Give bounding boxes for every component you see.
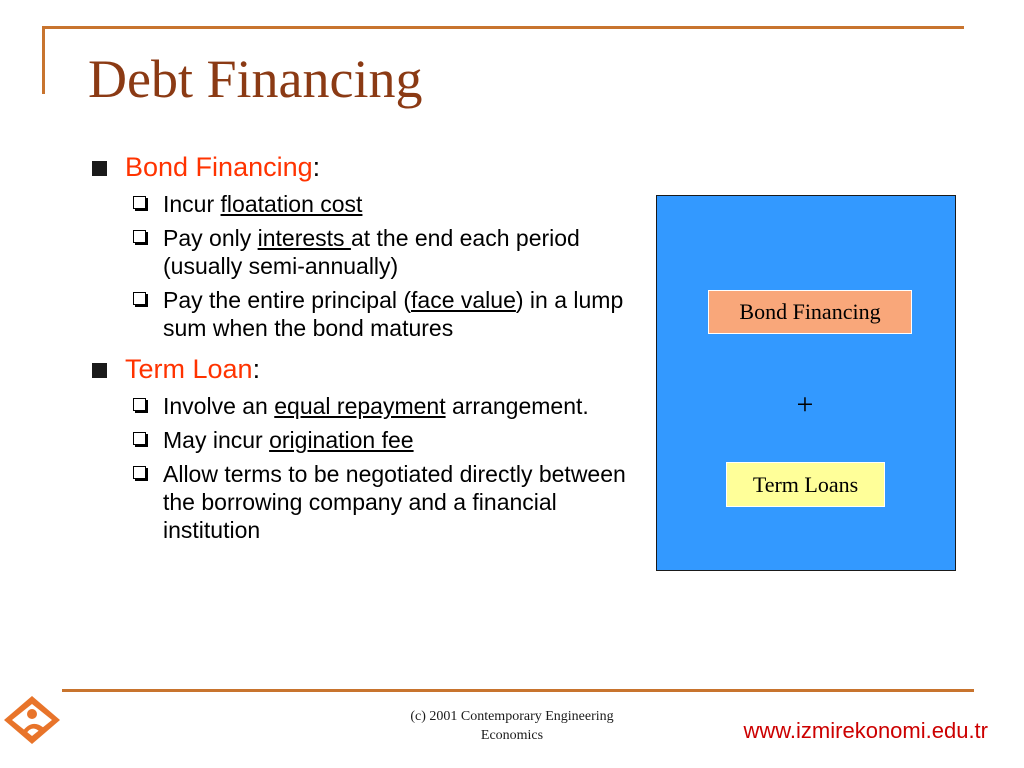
hollow-square-bullet-icon [133, 466, 146, 479]
item-text: Pay only [163, 225, 258, 251]
hollow-square-bullet-icon [133, 292, 146, 305]
list-item [90, 426, 630, 454]
list-item [90, 286, 630, 342]
item-text: May incur [163, 427, 270, 453]
item-text: Involve an [163, 393, 275, 419]
item-text: arrangement. [445, 393, 589, 419]
hollow-square-bullet-icon [133, 432, 146, 445]
plus-sign: + [796, 388, 814, 421]
top-frame-line [42, 26, 964, 29]
section-heading: Bond Financing [125, 152, 313, 182]
section-heading: Term Loan [125, 354, 253, 384]
list-item [90, 224, 630, 280]
item-text: Pay the entire principal ( [163, 287, 412, 313]
list-item [90, 190, 630, 218]
list-item [90, 460, 630, 544]
item-text: Allow terms to be negotiated directly between the borrowing company and a financial institution [163, 461, 626, 543]
section-colon: : [312, 152, 321, 182]
square-bullet-icon [92, 161, 107, 176]
item-link: floatation cost [220, 191, 363, 217]
hollow-square-bullet-icon [133, 398, 146, 411]
section-colon: : [252, 354, 261, 384]
item-text: Incur [163, 191, 221, 217]
copyright-line-1: (c) 2001 Contemporary Engineering [410, 709, 614, 724]
item-link: equal repayment [274, 393, 446, 419]
item-text: at the end each period (usually semi-annually) [163, 225, 580, 279]
item-link: face value [411, 287, 516, 313]
copyright-text [370, 707, 654, 745]
hollow-square-bullet-icon [133, 196, 146, 209]
list-item [90, 392, 630, 420]
item-link: interests [257, 225, 351, 251]
item-link: origination fee [269, 427, 414, 453]
square-bullet-icon [92, 363, 107, 378]
university-logo-icon [0, 692, 64, 748]
copyright-line-2: Economics [480, 728, 544, 743]
slide-title: Debt Financing [88, 49, 423, 109]
section-bond-financing [90, 150, 630, 184]
financing-diagram [656, 195, 956, 571]
section-term-loan [90, 352, 630, 386]
hollow-square-bullet-icon [133, 230, 146, 243]
bond-financing-box: Bond Financing [708, 290, 912, 334]
bullet-content [90, 150, 630, 554]
term-loans-box: Term Loans [726, 462, 885, 507]
item-text: ) in a lump sum when the bond matures [163, 287, 624, 341]
left-frame-line [42, 26, 45, 94]
footer-divider [62, 689, 974, 692]
website-url[interactable]: www.izmirekonomi.edu.tr [743, 718, 988, 743]
